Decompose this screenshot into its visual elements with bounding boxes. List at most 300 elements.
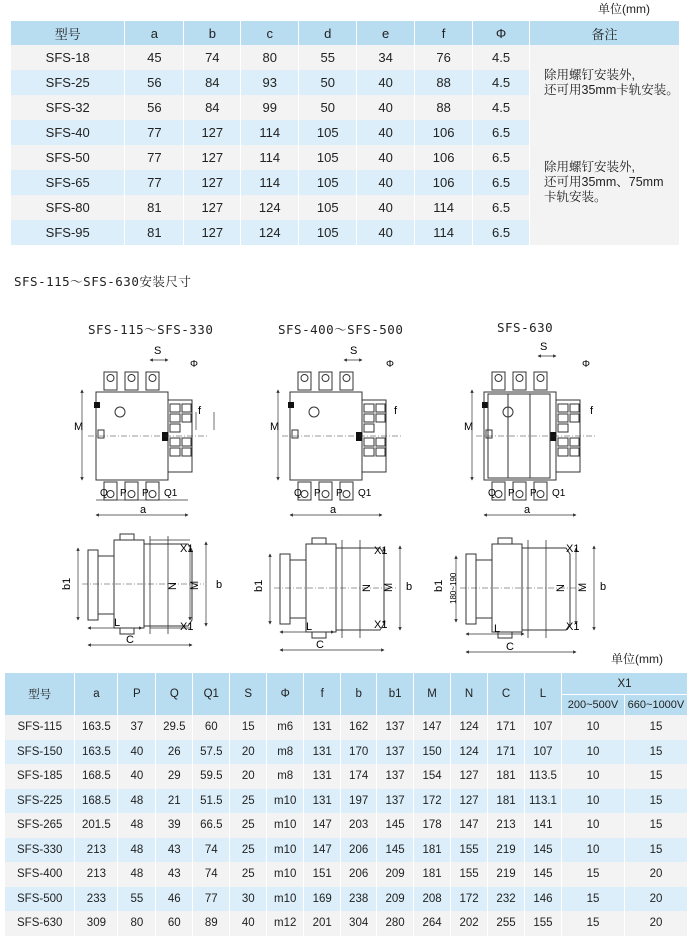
col-header-model: 型号 [11, 21, 125, 45]
table-cell: SFS-18 [11, 45, 125, 70]
col-header-b1: b1 [377, 673, 414, 715]
table-cell: 124 [451, 740, 488, 765]
col-header-b: b [341, 673, 377, 715]
table-cell: 162 [341, 715, 377, 740]
label-L-3: L [494, 623, 501, 635]
table-cell: 6.5 [473, 170, 530, 195]
table-cell: 15 [624, 764, 687, 789]
table-row [5, 838, 688, 863]
label-M-3: M [464, 421, 474, 433]
table-cell: 48 [118, 789, 156, 814]
col-header-f: f [415, 21, 473, 45]
table-cell: 4.5 [473, 70, 530, 95]
table-cell: 25 [230, 789, 267, 814]
table-cell: 155 [451, 838, 488, 863]
note-cell [530, 45, 680, 120]
label-P-3: P [508, 488, 515, 499]
note-line: 除用螺钉安装外, [544, 160, 636, 174]
table-cell: SFS-265 [5, 813, 75, 838]
col-header-model: 型号 [5, 673, 75, 715]
table-cell: 81 [125, 195, 184, 220]
label-phi-2: Φ [386, 359, 394, 370]
label-b1-3: b1 [433, 579, 445, 592]
col-header-M: M [414, 673, 451, 715]
table-cell: 163.5 [75, 715, 118, 740]
table-cell: 48 [118, 862, 156, 887]
table-cell: 40 [357, 95, 415, 120]
table-cell: SFS-50 [11, 145, 125, 170]
label-C-1: C [126, 634, 134, 646]
table-cell: 213 [75, 862, 118, 887]
table-cell: 201 [304, 911, 341, 936]
note-cell [530, 120, 680, 245]
label-N-2: N [361, 584, 373, 592]
table-row [5, 740, 688, 765]
table-cell: 127 [184, 145, 241, 170]
label-M-side-1: M [189, 580, 201, 590]
unit-label-top: 单位(mm) [598, 2, 650, 16]
col-header-X1: X1 [561, 673, 687, 695]
table-row [11, 45, 680, 70]
table-cell: 80 [118, 911, 156, 936]
table-cell: 124 [241, 220, 299, 245]
table-cell: 105 [299, 220, 357, 245]
table-cell: SFS-185 [5, 764, 75, 789]
table-cell: 181 [488, 764, 525, 789]
table-row [5, 887, 688, 912]
table-cell: SFS-65 [11, 170, 125, 195]
table-cell: 10 [561, 838, 624, 863]
note-line: 还可用35mm卡轨安装。 [544, 82, 679, 97]
label-phi-1: Φ [190, 359, 198, 370]
table-cell: 4.5 [473, 95, 530, 120]
table-cell: 127 [451, 764, 488, 789]
table-cell: 84 [184, 70, 241, 95]
label-X1-top-1: X1 [180, 543, 194, 555]
table-cell: 15 [624, 838, 687, 863]
table-cell: 107 [525, 740, 562, 765]
table-cell: 50 [299, 70, 357, 95]
table-cell: 131 [304, 764, 341, 789]
table-cell: 66.5 [193, 813, 230, 838]
table-cell: 15 [624, 789, 687, 814]
table-cell: m10 [267, 887, 304, 912]
table-cell: 209 [377, 862, 414, 887]
table-cell: 6.5 [473, 195, 530, 220]
table-cell: 147 [304, 813, 341, 838]
table-cell: 147 [414, 715, 451, 740]
table-cell: 213 [488, 813, 525, 838]
label-S-1: S [154, 345, 162, 357]
table-cell: 181 [414, 862, 451, 887]
table-row [11, 120, 680, 145]
label-X1-bot-3: X1 [566, 621, 580, 633]
table-cell: 113.5 [525, 764, 562, 789]
label-a-1: a [140, 504, 147, 516]
label-Q-3: Q [488, 488, 496, 499]
label-X1-top-2: X1 [374, 545, 388, 557]
table-cell: 60 [156, 911, 193, 936]
dimension-table-small [11, 21, 680, 245]
table-cell: 39 [156, 813, 193, 838]
label-M-2: M [270, 421, 280, 433]
table-cell: SFS-80 [11, 195, 125, 220]
table-cell: 219 [488, 862, 525, 887]
label-X1-top-3: X1 [566, 543, 580, 555]
table-cell: 6.5 [473, 145, 530, 170]
table-cell: 155 [451, 862, 488, 887]
table-cell: m10 [267, 813, 304, 838]
table-cell: 114 [241, 170, 299, 195]
table-cell: 233 [75, 887, 118, 912]
table-cell: 280 [377, 911, 414, 936]
table-cell: 20 [624, 862, 687, 887]
table-cell: 93 [241, 70, 299, 95]
table-cell: 145 [377, 813, 414, 838]
table-cell: 29.5 [156, 715, 193, 740]
label-b-2: b [406, 581, 413, 593]
label-Q1-1: Q1 [164, 488, 178, 499]
table-cell: 131 [304, 789, 341, 814]
table-cell: 171 [488, 715, 525, 740]
table-cell: 20 [230, 740, 267, 765]
table-cell: 55 [299, 45, 357, 70]
label-f-2: f [394, 405, 398, 417]
table-cell: 4.5 [473, 45, 530, 70]
table-cell: 37 [118, 715, 156, 740]
table-cell: 174 [341, 764, 377, 789]
table-cell: 181 [414, 838, 451, 863]
table-cell: 50 [299, 95, 357, 120]
table-cell: 81 [125, 220, 184, 245]
col-header-L: L [525, 673, 562, 715]
note-line: 卡轨安装。 [544, 190, 607, 204]
table-cell: 6.5 [473, 120, 530, 145]
note-line: 还可用35mm、75mm [544, 175, 664, 189]
table-cell: 56 [125, 95, 184, 120]
table-cell: SFS-32 [11, 95, 125, 120]
table-cell: 10 [561, 813, 624, 838]
table-cell: 146 [525, 887, 562, 912]
table-cell: 20 [624, 887, 687, 912]
table-cell: 131 [304, 715, 341, 740]
table-cell: 74 [184, 45, 241, 70]
table-cell: 57.5 [193, 740, 230, 765]
label-M-side-3: M [577, 582, 589, 592]
label-f-1: f [198, 405, 202, 417]
label-X1-bot-1: X1 [180, 621, 194, 633]
table-cell: 163.5 [75, 740, 118, 765]
label-P2-3: P [530, 488, 537, 499]
table-cell: 21 [156, 789, 193, 814]
table-cell: 181 [488, 789, 525, 814]
label-a-3: a [524, 504, 531, 516]
table-cell: 114 [241, 145, 299, 170]
col-header-Q: Q [156, 673, 193, 715]
label-X1-bot-2: X1 [374, 619, 388, 631]
table-cell: 172 [414, 789, 451, 814]
col-header-x1-high: 660~1000V [624, 695, 687, 716]
table-cell: 178 [414, 813, 451, 838]
label-L-1: L [114, 617, 121, 629]
label-b-3: b [600, 581, 607, 593]
table-cell: 30 [230, 887, 267, 912]
table-cell: 40 [230, 911, 267, 936]
table-cell: 15 [624, 715, 687, 740]
col-header-e: e [357, 21, 415, 45]
table-cell: 15 [230, 715, 267, 740]
label-Q-2: Q [294, 488, 302, 499]
table-cell: 206 [341, 862, 377, 887]
diagram-title-1: SFS-115～SFS-330 [88, 322, 214, 337]
table-cell: 127 [184, 120, 241, 145]
label-Q-1: Q [100, 488, 108, 499]
table-cell: 40 [357, 220, 415, 245]
table-cell: 137 [377, 715, 414, 740]
table-row [5, 911, 688, 936]
col-header-f: f [304, 673, 341, 715]
table-cell: 40 [357, 170, 415, 195]
table-cell: 55 [118, 887, 156, 912]
table-cell: 40 [357, 70, 415, 95]
table-cell: 137 [377, 740, 414, 765]
table-cell: 25 [230, 838, 267, 863]
label-P-2: P [314, 488, 321, 499]
label-C-3: C [506, 641, 514, 653]
table-cell: 309 [75, 911, 118, 936]
label-M-1: M [74, 421, 84, 433]
label-Q1-3: Q1 [552, 488, 566, 499]
table-cell: 99 [241, 95, 299, 120]
label-P2-1: P [142, 488, 149, 499]
table-cell: 131 [304, 740, 341, 765]
table-cell: 208 [414, 887, 451, 912]
table-cell: 124 [451, 715, 488, 740]
table-cell: 88 [415, 95, 473, 120]
label-Q1-2: Q1 [358, 488, 372, 499]
table-cell: 171 [488, 740, 525, 765]
table-cell: 40 [118, 740, 156, 765]
diagram-title-3: SFS-630 [497, 320, 554, 335]
table-cell: 29 [156, 764, 193, 789]
table-cell: 74 [193, 838, 230, 863]
table-cell: 106 [415, 170, 473, 195]
col-header-N: N [451, 673, 488, 715]
table-cell: m8 [267, 764, 304, 789]
table-cell: SFS-630 [5, 911, 75, 936]
table-cell: 206 [341, 838, 377, 863]
table-cell: 105 [299, 120, 357, 145]
table-cell: 77 [125, 120, 184, 145]
table-cell: m8 [267, 740, 304, 765]
table-cell: 141 [525, 813, 562, 838]
table-cell: 40 [357, 195, 415, 220]
table-cell: 127 [184, 220, 241, 245]
table-cell: 59.5 [193, 764, 230, 789]
table-cell: 10 [561, 740, 624, 765]
col-header-a: a [75, 673, 118, 715]
table-cell: 150 [414, 740, 451, 765]
table-cell: 137 [377, 789, 414, 814]
label-P2-2: P [336, 488, 343, 499]
table-cell: 105 [299, 195, 357, 220]
note-line: 除用螺钉安装外, [544, 67, 636, 82]
label-b1-2: b1 [253, 579, 265, 592]
table-cell: 145 [377, 838, 414, 863]
table-cell: 88 [415, 70, 473, 95]
table-cell: 10 [561, 789, 624, 814]
label-b-1: b [216, 579, 223, 591]
table-cell: 169 [304, 887, 341, 912]
table-cell: m12 [267, 911, 304, 936]
table-cell: m6 [267, 715, 304, 740]
table-cell: 213 [75, 838, 118, 863]
table-cell: 20 [624, 911, 687, 936]
col-header-d: d [299, 21, 357, 45]
table-cell: 34 [357, 45, 415, 70]
label-N-1: N [167, 582, 179, 590]
table-row [5, 813, 688, 838]
table-cell: m10 [267, 789, 304, 814]
table-cell: SFS-95 [11, 220, 125, 245]
col-header-c: c [241, 21, 299, 45]
table-cell: 43 [156, 862, 193, 887]
label-S-2: S [350, 345, 358, 357]
table-row [5, 862, 688, 887]
label-a-2: a [330, 504, 337, 516]
col-header-a: a [125, 21, 184, 45]
table-cell: 77 [125, 145, 184, 170]
table-cell: SFS-330 [5, 838, 75, 863]
table-cell: 155 [525, 911, 562, 936]
section-title: SFS-115～SFS-630安装尺寸 [14, 274, 192, 289]
table-row [5, 764, 688, 789]
col-header-phi: Φ [473, 21, 530, 45]
table-cell: 15 [624, 813, 687, 838]
table-cell: 201.5 [75, 813, 118, 838]
table-cell: 15 [561, 887, 624, 912]
table-cell: SFS-500 [5, 887, 75, 912]
table-cell: 154 [414, 764, 451, 789]
table-cell: 25 [230, 862, 267, 887]
table-cell: SFS-115 [5, 715, 75, 740]
table-cell: SFS-225 [5, 789, 75, 814]
installation-drawings [0, 335, 691, 665]
table-cell: 202 [451, 911, 488, 936]
col-header-note: 备注 [530, 21, 680, 45]
table-cell: 203 [341, 813, 377, 838]
table-cell: 114 [415, 220, 473, 245]
table-cell: 145 [525, 838, 562, 863]
col-header-b: b [184, 21, 241, 45]
col-header-P: P [118, 673, 156, 715]
table-cell: 114 [241, 120, 299, 145]
label-C-2: C [316, 639, 324, 651]
table-cell: 137 [377, 764, 414, 789]
table-cell: 15 [561, 911, 624, 936]
table-cell: 105 [299, 170, 357, 195]
table-cell: 10 [561, 764, 624, 789]
label-M-side-2: M [383, 582, 395, 592]
table-cell: 20 [230, 764, 267, 789]
table-cell: 43 [156, 838, 193, 863]
table-cell: 168.5 [75, 764, 118, 789]
table-cell: 40 [357, 120, 415, 145]
table-cell: 45 [125, 45, 184, 70]
table-cell: 151 [304, 862, 341, 887]
table-cell: 84 [184, 95, 241, 120]
table-cell: m10 [267, 838, 304, 863]
table-cell: 113.1 [525, 789, 562, 814]
label-P-1: P [120, 488, 127, 499]
table-cell: 145 [525, 862, 562, 887]
label-N-3: N [555, 584, 567, 592]
table-cell: 15 [624, 740, 687, 765]
table-cell: 51.5 [193, 789, 230, 814]
col-header-phi: Φ [267, 673, 304, 715]
label-f-3: f [590, 405, 594, 417]
table-cell: 40 [357, 145, 415, 170]
table-cell: 77 [125, 170, 184, 195]
table-cell: 60 [193, 715, 230, 740]
table-cell: 80 [241, 45, 299, 70]
table-cell: m10 [267, 862, 304, 887]
table-cell: 107 [525, 715, 562, 740]
table-cell: 197 [341, 789, 377, 814]
table-cell: 76 [415, 45, 473, 70]
table-cell: 48 [118, 838, 156, 863]
table-cell: 124 [241, 195, 299, 220]
label-range-3: 180~190 [449, 572, 458, 604]
table-cell: 172 [451, 887, 488, 912]
unit-label-bottom: 单位(mm) [611, 652, 663, 666]
table-row [5, 789, 688, 814]
table-cell: 105 [299, 145, 357, 170]
table-cell: 127 [451, 789, 488, 814]
table-cell: 127 [184, 170, 241, 195]
table-cell: 264 [414, 911, 451, 936]
table-cell: SFS-40 [11, 120, 125, 145]
table-cell: 238 [341, 887, 377, 912]
diagram-title-2: SFS-400～SFS-500 [278, 322, 404, 337]
table-cell: 219 [488, 838, 525, 863]
table-cell: 168.5 [75, 789, 118, 814]
table-cell: 209 [377, 887, 414, 912]
table-cell: 48 [118, 813, 156, 838]
table-cell: 46 [156, 887, 193, 912]
table-cell: SFS-400 [5, 862, 75, 887]
table-cell: 255 [488, 911, 525, 936]
table-cell: 56 [125, 70, 184, 95]
table-cell: 170 [341, 740, 377, 765]
table-cell: 127 [184, 195, 241, 220]
table-cell: 304 [341, 911, 377, 936]
table-cell: 6.5 [473, 220, 530, 245]
label-b1-1: b1 [61, 577, 73, 590]
table-cell: SFS-25 [11, 70, 125, 95]
table-cell: SFS-150 [5, 740, 75, 765]
table-cell: 15 [561, 862, 624, 887]
col-header-Q1: Q1 [193, 673, 230, 715]
table-cell: 77 [193, 887, 230, 912]
table-cell: 106 [415, 145, 473, 170]
table-cell: 25 [230, 813, 267, 838]
table-cell: 40 [118, 764, 156, 789]
table-cell: 147 [304, 838, 341, 863]
table-cell: 26 [156, 740, 193, 765]
label-phi-3: Φ [582, 359, 590, 370]
table-cell: 74 [193, 862, 230, 887]
